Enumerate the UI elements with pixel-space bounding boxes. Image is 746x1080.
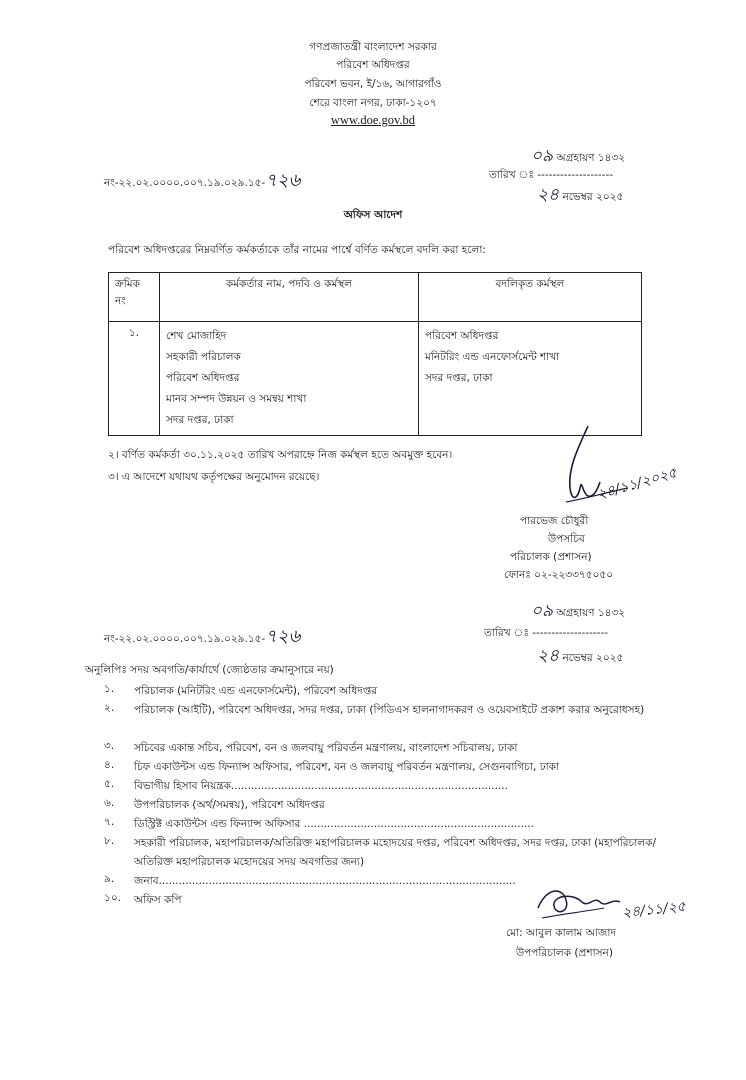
memo-hand-number: ৭২৬ <box>265 170 301 191</box>
copy-date-english <box>537 643 623 671</box>
note-2: ২। বর্ণিত কর্মকর্তা ৩০.১১.২০২৫ তারিখ অপরাহ্নে নিজ কর্মস্থল হতে অবমুক্ত হবেন। <box>108 449 453 461</box>
date-bangla-month: অগ্রহায়ণ ১৪৩২ <box>556 152 626 164</box>
order-title: অফিস আদেশ <box>343 209 403 221</box>
transfer-office: পরিবেশ অধিদপ্তর <box>425 330 499 342</box>
official-office: পরিবেশ অধিদপ্তর <box>166 372 240 384</box>
header-serial: ক্রমিক নং <box>109 273 160 322</box>
letterhead-line-1: গণপ্রজাতন্ত্রী বাংলাদেশ সরকার <box>309 41 437 53</box>
list-item-text: সচিবের একান্ত সচিব, পরিবেশ, বন ও জলবায়ু পরিবর্তন মন্ত্রণালয়, বাংলাদেশ সচিবালয়, ঢাকা <box>134 742 518 754</box>
list-item-text: চিফ একাউন্টস এন্ড ফিন্যান্স অফিসার, পরিবেশ, বন ও জলবায়ু পরিবর্তন মন্ত্রণালয়, সেগুনবাগিচা, ঢাকা <box>134 761 560 773</box>
signatory-2-name: মো: আবুল কালাম আজাদ <box>506 927 616 939</box>
website-link[interactable]: www.doe.gov.bd <box>330 113 416 127</box>
date-bangla <box>531 143 625 171</box>
header-transfer: বদলিকৃত কর্মস্থল <box>419 273 642 322</box>
copy-date-bangla <box>531 598 625 626</box>
order-intro: পরিবেশ অধিদপ্তরের নিম্নবর্ণিত কর্মকর্তাকে তাঁর নামের পার্শ্বে বর্ণিত কর্মস্থলে বদলি করা হলো: <box>108 244 486 256</box>
list-item-number: ৬. <box>104 797 115 809</box>
transfer-location: সদর দপ্তর, ঢাকা <box>425 372 493 384</box>
table-header-row <box>109 273 642 322</box>
note-3: ৩। এ আদেশে যথাযথ কর্তৃপক্ষের অনুমোদন রয়েছে। <box>108 471 320 483</box>
list-item-number: ৭. <box>104 816 115 828</box>
date-bangla-day: ০৯ <box>531 146 554 166</box>
website-wrapper <box>0 113 746 128</box>
letterhead-line-2: পরিবেশ অধিদপ্তর <box>336 59 410 71</box>
signature-2-stroke <box>538 891 620 912</box>
date-label: তারিখ ঃ -------------------- <box>489 169 614 181</box>
header-official: কর্মকর্তার নাম, পদবি ও কর্মস্থল <box>160 273 419 322</box>
list-item-text: জনাব........................................................................................................... <box>134 875 516 887</box>
list-item-text: পরিচালক (আইটি), পরিবেশ অধিদপ্তর, সদর দপ্তর, ঢাকা (পিডিএস হালনাগাদকরণ ও ওয়েবসাইটে প্রকাশ করার অনুরোধসহ) <box>134 704 645 716</box>
official-designation: সহকারী পরিচালক <box>166 351 241 363</box>
transfer-table <box>108 272 642 436</box>
copy-date-bangla-month: অগ্রহায়ণ ১৪৩২ <box>556 607 626 619</box>
list-item-number: ৪. <box>104 759 115 771</box>
signatory-1-name: পারভেজ চৌধুরী <box>520 515 589 527</box>
official-section: মানব সম্পদ উন্নয়ন ও সমন্বয় শাখা <box>166 393 307 405</box>
copy-date-label: তারিখ ঃ -------------------- <box>484 627 609 639</box>
list-item-text: অফিস কপি <box>134 894 182 906</box>
list-item-text: উপপরিচালক (অর্থ/সমন্বয়), পরিবেশ অধিদপ্তর <box>134 799 325 811</box>
transfer-section: মনিটরিং এন্ড এনফোর্সমেন্ট শাখা <box>425 351 560 363</box>
signatory-1-phone: ফোনঃ ০২-২২৩৩৭৫০৫০ <box>504 569 614 581</box>
list-item-text: বিভাগীয় হিসাব নিয়ন্ত্রক................................................................................... <box>134 780 508 792</box>
date-english-day: ২৪ <box>537 185 560 205</box>
signature-1-date: ২৪/১১/২০২৫ <box>595 464 679 504</box>
letterhead-line-4: শেরে বাংলা নগর, ঢাকা-১২০৭ <box>309 97 437 109</box>
list-item-number: ২. <box>104 702 115 714</box>
list-item-text: ডিস্ট্রিক্ট একাউন্টস এন্ড ফিন্যান্স অফিসার ..................................................................... <box>134 818 534 830</box>
signatory-2-role: উপপরিচালক (প্রশাসন) <box>516 947 613 959</box>
official-location: সদর দপ্তর, ঢাকা <box>166 414 234 426</box>
list-item-number: ১. <box>104 683 115 695</box>
memo-number <box>104 166 300 197</box>
copy-heading: অনুলিপিঃ সদয় অবগতি/কার্যার্থে (জ্যেষ্ঠতার ক্রমানুসারে নয়) <box>85 664 334 676</box>
list-item-text: সহকারী পরিচালক, মহাপরিচালক/অতিরিক্ত মহাপরিচালক মহোদয়ের দপ্তর, পরিবেশ অধিদপ্তর, সদর দপ্তর, ঢাকা (মহাপরিচালক/অতিরিক্ত মহাপরিচালক মহোদয়ের সদয় অবগতির জন্য) <box>134 837 656 868</box>
date-english <box>537 182 623 210</box>
copy-memo-prefix: নং-২২.০২.০০০০.০০৭.১৯.০২৯.১৫- <box>104 633 266 645</box>
signatory-1-designation: উপসচিব <box>548 533 585 545</box>
signature-2-underline <box>542 908 604 918</box>
signature-2-date: ২৪/১১/২৫ <box>621 898 687 922</box>
memo-prefix: নং-২২.০২.০০০০.০০৭.১৯.০২৯.১৫- <box>104 177 266 189</box>
list-item-number: ৮. <box>104 835 115 847</box>
list-item-text: পরিচালক (মনিটরিং এন্ড এনফোর্সমেন্ট), পরিবেশ অধিদপ্তর <box>134 685 378 697</box>
row-official <box>160 322 419 436</box>
list-item-number: ৫. <box>104 778 115 790</box>
signatory-1-role: পরিচালক (প্রশাসন) <box>510 551 592 563</box>
copy-date-bangla-day: ০৯ <box>531 601 554 621</box>
list-item-number: ৯. <box>104 873 115 885</box>
official-name: শেখ মোজাহিদ <box>166 330 227 342</box>
date-english-month: নভেম্বর ২০২৫ <box>562 191 624 203</box>
copy-memo-hand-number: ৭২৬ <box>265 626 301 647</box>
row-serial: ১. <box>109 322 160 436</box>
copy-date-english-day: ২৪ <box>537 646 560 666</box>
letterhead-line-3: পরিবেশ ভবন, ই/১৬, আগারগাঁও <box>304 78 442 90</box>
copy-memo-number <box>104 622 300 653</box>
list-item-number: ১০. <box>104 892 121 904</box>
list-item-number: ৩. <box>104 740 115 752</box>
copy-date-english-month: নভেম্বর ২০২৫ <box>562 652 624 664</box>
